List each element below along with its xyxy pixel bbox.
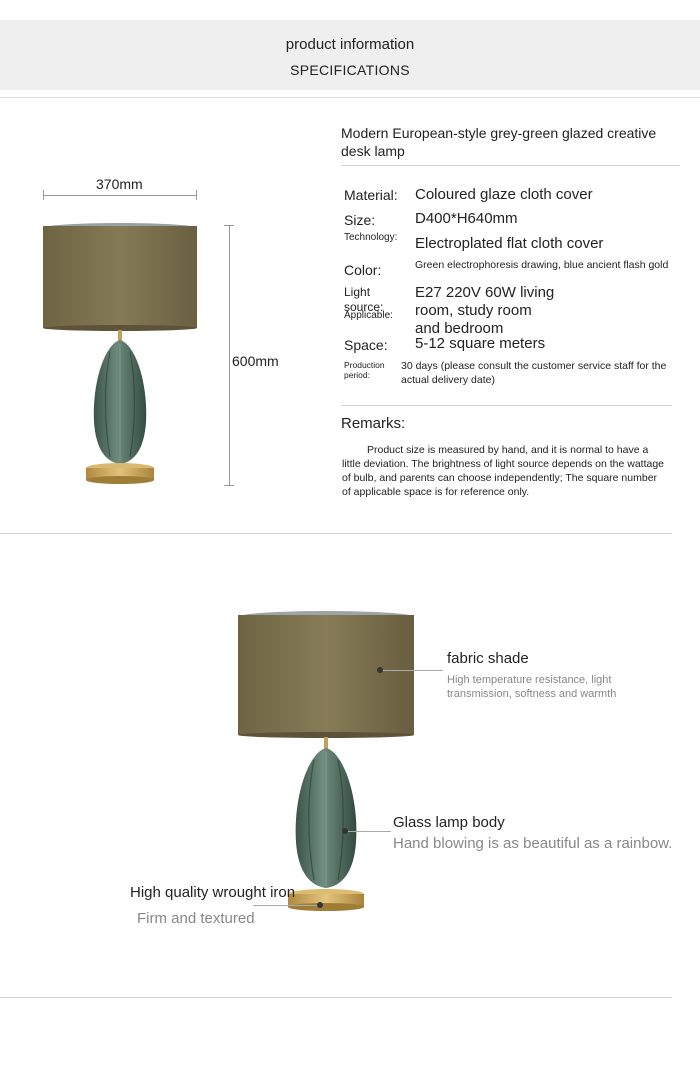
- divider: [0, 533, 672, 534]
- feature-title-wrought-iron: High quality wrought iron: [130, 884, 296, 901]
- callout-dot-shade: [377, 667, 383, 673]
- divider: [341, 165, 680, 166]
- spec-value-production-period: 30 days (please consult the customer service staff for the actual delivery date): [401, 360, 667, 386]
- lamp-illustration-large: [235, 610, 417, 915]
- feature-desc-wrought-iron: Firm and textured: [137, 910, 255, 927]
- spec-label-technology: Technology:: [344, 232, 398, 243]
- header-band: [0, 20, 700, 90]
- spec-label-light-source: Light source:: [344, 285, 384, 314]
- spec-value-space: 5-12 square meters: [415, 335, 546, 352]
- spec-label-applicable: Applicable:: [344, 310, 393, 321]
- remarks-title: Remarks:: [341, 415, 406, 432]
- lamp-illustration-small: [40, 222, 200, 490]
- feature-desc-fabric-shade: High temperature resistance, light transmission, softness and warmth: [447, 674, 617, 700]
- callout-dot-iron: [317, 902, 323, 908]
- spec-value-material: Coloured glaze cloth cover: [415, 186, 593, 203]
- spec-label-production-period: Production period:: [344, 360, 385, 380]
- feature-title-fabric-shade: fabric shade: [447, 650, 529, 667]
- header-subtitle: SPECIFICATIONS: [290, 62, 410, 78]
- feature-desc-glass-body: Hand blowing is as beautiful as a rainbow.: [393, 835, 673, 852]
- remarks-body: Product size is measured by hand, and it is normal to have a little deviation. The brightness of light source depends on the wattage of bulb, and parents can choose independently; The square number of applicable space is for reference only.: [342, 444, 665, 498]
- spec-value-color: Green electrophoresis drawing, blue ancient flash gold: [415, 259, 669, 271]
- divider: [0, 997, 672, 998]
- product-title: Modern European-style grey-green glazed creative desk lamp: [341, 125, 657, 159]
- spec-value-technology: Electroplated flat cloth cover: [415, 235, 604, 252]
- spec-value-applicable: room, study room and bedroom: [415, 302, 532, 337]
- callout-line-shade: [380, 670, 443, 671]
- spec-label-space: Space:: [344, 337, 388, 353]
- spec-label-size: Size:: [344, 212, 376, 228]
- dimension-height-label: 600mm: [232, 353, 279, 369]
- callout-line-glass: [346, 831, 391, 832]
- spec-value-light-source: E27 220V 60W living: [415, 284, 555, 301]
- divider: [0, 97, 700, 98]
- spec-value-size: D400*H640mm: [415, 210, 518, 227]
- spec-label-color: Color:: [344, 262, 382, 278]
- callout-dot-glass: [342, 828, 348, 834]
- header-title: product information: [285, 36, 415, 53]
- divider: [341, 405, 672, 406]
- callout-line-iron: [253, 905, 319, 906]
- dimension-width-label: 370mm: [96, 176, 143, 192]
- feature-title-glass-body: Glass lamp body: [393, 814, 505, 831]
- spec-label-material: Material:: [344, 187, 398, 203]
